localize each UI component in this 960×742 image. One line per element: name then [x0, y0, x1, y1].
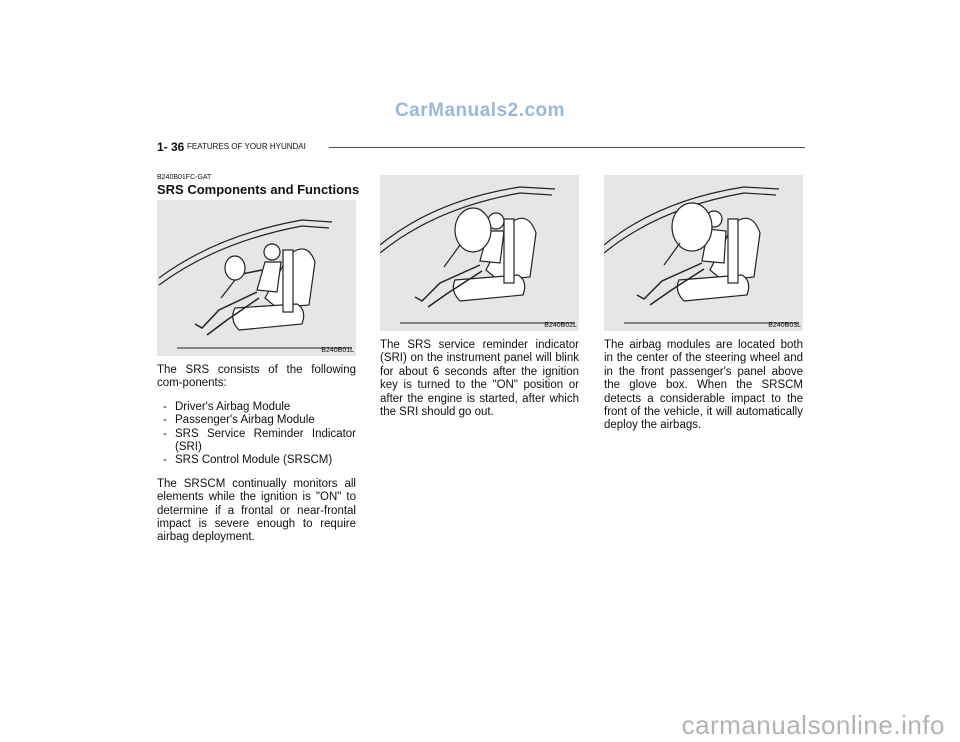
srscm-paragraph: The SRSCM continually monitors all elements while the ignition is "ON" to determine if a frontal or near-frontal impact is severe enough to require airbag deployment. — [157, 477, 356, 544]
list-item: - SRS Service Reminder Indicator (SRI) — [163, 428, 356, 455]
components-list — [163, 401, 356, 468]
figure-driver-airbag — [157, 200, 356, 356]
airbag-modules-illustration — [604, 175, 803, 331]
figure-airbag-modules — [604, 175, 803, 331]
section-code: B240B01FC-GAT — [157, 174, 212, 181]
watermark-bottom: carmanualsonline.info — [681, 710, 945, 740]
figure-label: B240B01L — [321, 347, 354, 354]
left-column-text — [157, 364, 356, 545]
figure-sri — [380, 175, 579, 331]
sri-paragraph: The SRS service reminder indicator (SRI) on the instrument panel will blink for about 6 seconds after the ignition key is turned to the "ON" position or after the engine is started, after which the SRI should go out. — [380, 339, 579, 419]
intro-paragraph: The SRS consists of the following com-ponents: — [157, 364, 356, 390]
section-title: FEATURES OF YOUR HYUNDAI — [187, 142, 306, 151]
list-item: - Driver's Airbag Module — [163, 401, 356, 414]
header-rule — [329, 147, 805, 148]
watermark-top: CarManuals2.com — [394, 100, 566, 121]
page-number: 1- 36 — [157, 140, 185, 154]
sri-illustration — [380, 175, 579, 331]
section-heading: SRS Components and Functions — [157, 182, 360, 197]
middle-column-text — [380, 339, 579, 419]
airbag-modules-paragraph: The airbag modules are located both in the center of the steering wheel and in the front passenger's panel above the glove box. When the SRSCM detects a considerable impact to the front of the vehicle, it will automatically deploy the airbags. — [604, 339, 803, 432]
driver-airbag-illustration — [157, 200, 356, 356]
page-header — [157, 140, 805, 156]
figure-label: B240B02L — [544, 322, 577, 329]
list-item: - SRS Control Module (SRSCM) — [163, 454, 356, 467]
list-item: - Passenger's Airbag Module — [163, 414, 356, 427]
right-column-text — [604, 339, 803, 433]
figure-label: B240B03L — [768, 322, 801, 329]
